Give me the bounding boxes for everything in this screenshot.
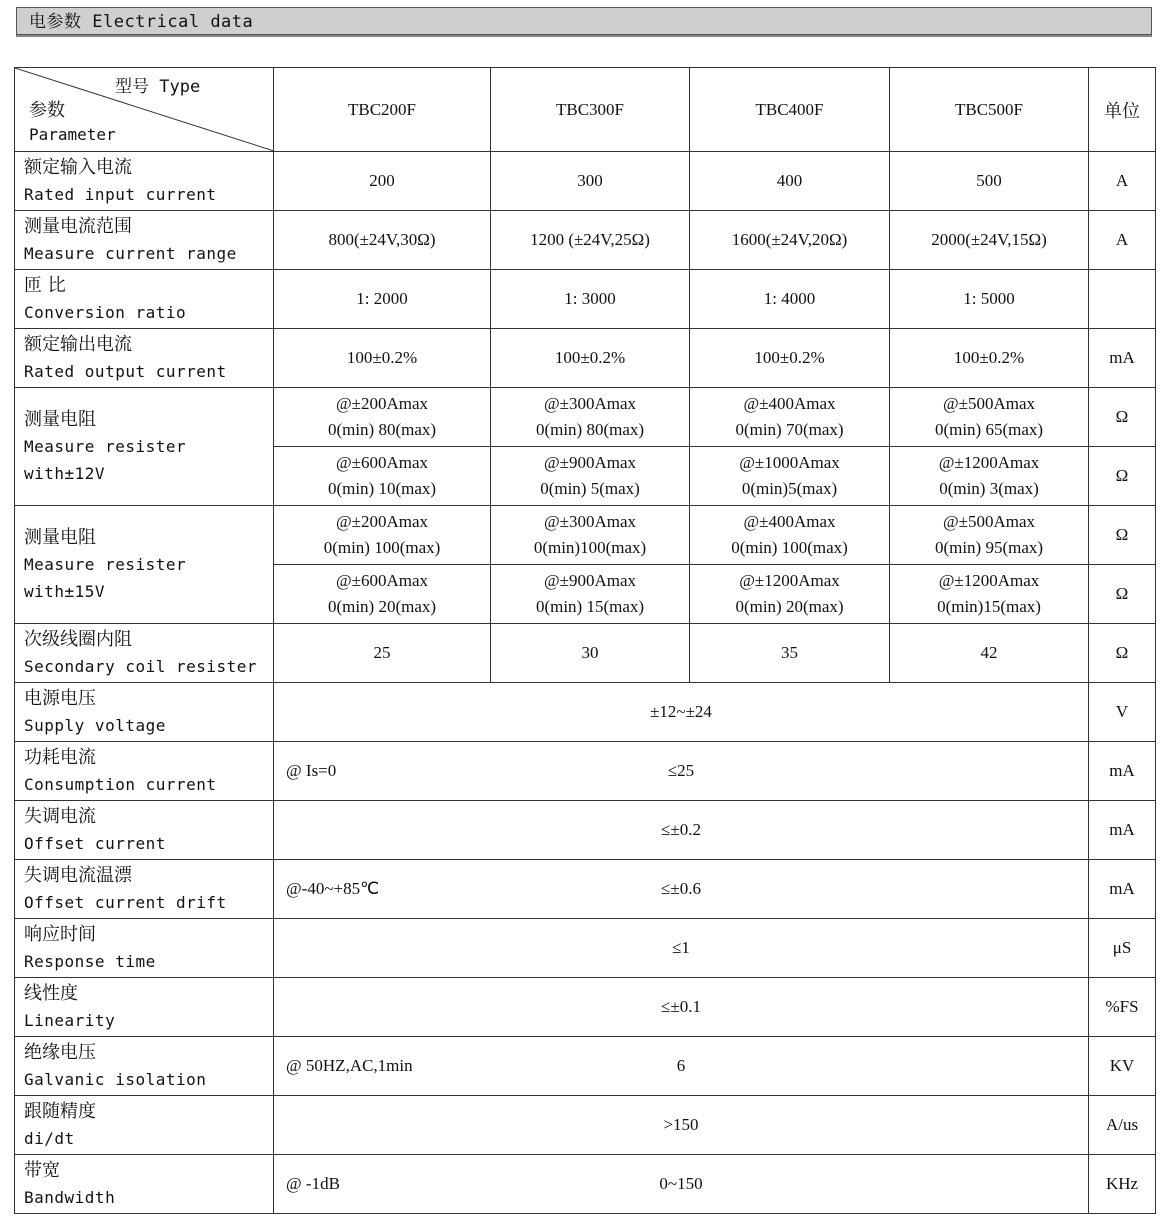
value-cell: 100±0.2%	[890, 329, 1089, 388]
param-cell	[15, 1155, 274, 1214]
unit-cell: A	[1089, 211, 1156, 270]
param-en: Bandwidth	[24, 1188, 116, 1207]
merged-value-cell	[274, 1037, 1089, 1096]
condition-text: @ 50HZ,AC,1min	[286, 1056, 413, 1075]
model-header: TBC500F	[890, 68, 1089, 152]
table-row	[15, 860, 1156, 919]
unit-cell: KV	[1089, 1037, 1156, 1096]
unit-cell: Ω	[1089, 388, 1156, 447]
merged-value-cell	[274, 860, 1089, 919]
table-row	[15, 1096, 1156, 1155]
value-cell: 2000(±24V,15Ω)	[890, 211, 1089, 270]
param-cn: 跟随精度	[24, 1101, 96, 1122]
param-cell	[15, 270, 274, 329]
merged-value-cell	[274, 1155, 1089, 1214]
unit-header: 单位	[1089, 68, 1156, 152]
table-row	[15, 329, 1156, 388]
value-cell: @±200Amax 0(min) 80(max)	[274, 388, 491, 447]
param-cell	[15, 683, 274, 742]
merged-value-cell	[274, 1096, 1089, 1155]
param-cell	[15, 1096, 274, 1155]
param-en: Rated input current	[24, 185, 217, 204]
value-cell: 1200 (±24V,25Ω)	[491, 211, 690, 270]
param-en: Secondary coil resister	[24, 657, 258, 676]
value-cell: @±1000Amax 0(min)5(max)	[690, 447, 890, 506]
param-en: Galvanic isolation	[24, 1070, 207, 1089]
param-cell	[15, 506, 274, 624]
unit-cell: Ω	[1089, 506, 1156, 565]
value-cell: @±1200Amax 0(min)15(max)	[890, 565, 1089, 624]
param-cn: 额定输出电流	[24, 334, 132, 355]
table-row	[15, 624, 1156, 683]
merged-value-cell	[274, 801, 1089, 860]
param-cn: 测量电阻	[24, 527, 96, 548]
param-cell	[15, 624, 274, 683]
value-text: 0~150	[659, 1174, 703, 1193]
table-row	[15, 388, 1156, 447]
table-row	[15, 919, 1156, 978]
value-cell: @±500Amax 0(min) 65(max)	[890, 388, 1089, 447]
unit-cell: mA	[1089, 860, 1156, 919]
section-title: 电参数 Electrical data	[16, 7, 1152, 35]
unit-cell: Ω	[1089, 565, 1156, 624]
value-text: >150	[663, 1115, 699, 1134]
merged-value-cell	[274, 742, 1089, 801]
param-en: Measure current range	[24, 244, 237, 263]
table-row	[15, 801, 1156, 860]
param-en: di/dt	[24, 1129, 75, 1148]
param-label-cn: 参数	[29, 100, 65, 121]
value-text: ≤±0.2	[661, 820, 701, 839]
param-cn: 功耗电流	[24, 747, 96, 768]
unit-cell: %FS	[1089, 978, 1156, 1037]
diagonal-header-cell	[15, 68, 274, 152]
param-en: Consumption current	[24, 775, 217, 794]
value-cell: 1600(±24V,20Ω)	[690, 211, 890, 270]
unit-cell: mA	[1089, 329, 1156, 388]
param-cell	[15, 388, 274, 506]
param-cell	[15, 152, 274, 211]
param-en-2: with±15V	[24, 582, 106, 601]
value-cell: @±300Amax 0(min) 80(max)	[491, 388, 690, 447]
type-label: 型号 Type	[115, 77, 201, 97]
value-cell: 100±0.2%	[274, 329, 491, 388]
param-en: Offset current	[24, 834, 166, 853]
table-row	[15, 270, 1156, 329]
value-cell: @±900Amax 0(min) 15(max)	[491, 565, 690, 624]
unit-cell: V	[1089, 683, 1156, 742]
value-cell: 30	[491, 624, 690, 683]
value-cell: 42	[890, 624, 1089, 683]
value-cell: @±900Amax 0(min) 5(max)	[491, 447, 690, 506]
value-text: ≤1	[672, 938, 690, 957]
param-cell	[15, 211, 274, 270]
value-cell: 1: 2000	[274, 270, 491, 329]
table-row	[15, 742, 1156, 801]
param-cn: 失调电流	[24, 806, 96, 827]
param-cn: 失调电流温漂	[24, 865, 132, 886]
table-row	[15, 506, 1156, 565]
merged-value-cell	[274, 683, 1089, 742]
value-cell: 300	[491, 152, 690, 211]
value-text: ≤±0.1	[661, 997, 701, 1016]
table-header-row	[15, 68, 1156, 152]
table-row	[15, 1037, 1156, 1096]
value-cell: @±400Amax 0(min) 70(max)	[690, 388, 890, 447]
value-cell: @±600Amax 0(min) 20(max)	[274, 565, 491, 624]
table-row	[15, 683, 1156, 742]
value-cell: @±1200Amax 0(min) 20(max)	[690, 565, 890, 624]
value-cell: 25	[274, 624, 491, 683]
unit-cell: mA	[1089, 801, 1156, 860]
value-cell: @±1200Amax 0(min) 3(max)	[890, 447, 1089, 506]
condition-text: @ Is=0	[286, 761, 337, 780]
value-cell: 1: 4000	[690, 270, 890, 329]
model-header: TBC300F	[491, 68, 690, 152]
unit-cell: μS	[1089, 919, 1156, 978]
value-cell: 35	[690, 624, 890, 683]
value-cell: @±400Amax 0(min) 100(max)	[690, 506, 890, 565]
model-header: TBC200F	[274, 68, 491, 152]
table-row	[15, 211, 1156, 270]
param-en: Rated output current	[24, 362, 227, 381]
unit-cell: A/us	[1089, 1096, 1156, 1155]
param-en: Offset current drift	[24, 893, 227, 912]
unit-cell: KHz	[1089, 1155, 1156, 1214]
param-en: Linearity	[24, 1011, 116, 1030]
value-cell: 100±0.2%	[690, 329, 890, 388]
condition-text: @ -1dB	[286, 1174, 340, 1193]
param-cn: 绝缘电压	[24, 1042, 96, 1063]
table-row	[15, 1155, 1156, 1214]
param-cn: 额定输入电流	[24, 157, 132, 178]
param-en: Conversion ratio	[24, 303, 187, 322]
param-cn: 线性度	[24, 983, 78, 1004]
value-cell: @±500Amax 0(min) 95(max)	[890, 506, 1089, 565]
param-cn: 匝 比	[24, 275, 66, 296]
param-en: Measure resister	[24, 555, 187, 574]
electrical-data-table	[14, 67, 1156, 1214]
value-cell: @±200Amax 0(min) 100(max)	[274, 506, 491, 565]
param-en: Supply voltage	[24, 716, 166, 735]
param-cell	[15, 978, 274, 1037]
unit-cell: Ω	[1089, 447, 1156, 506]
value-text: ±12~±24	[650, 702, 712, 721]
unit-cell: mA	[1089, 742, 1156, 801]
value-text: ≤25	[667, 761, 695, 780]
value-cell: 200	[274, 152, 491, 211]
unit-cell	[1089, 270, 1156, 329]
param-cell	[15, 919, 274, 978]
unit-cell: Ω	[1089, 624, 1156, 683]
value-text: ≤±0.6	[661, 879, 701, 898]
param-en: Measure resister	[24, 437, 187, 456]
value-cell: 100±0.2%	[491, 329, 690, 388]
param-cell	[15, 742, 274, 801]
param-cell	[15, 860, 274, 919]
value-cell: 800(±24V,30Ω)	[274, 211, 491, 270]
param-cn: 电源电压	[24, 688, 96, 709]
value-cell: @±300Amax 0(min)100(max)	[491, 506, 690, 565]
condition-text: @-40~+85℃	[286, 879, 380, 898]
model-header: TBC400F	[690, 68, 890, 152]
param-cell	[15, 1037, 274, 1096]
param-en: Response time	[24, 952, 156, 971]
param-cell	[15, 329, 274, 388]
table-row	[15, 152, 1156, 211]
param-cn: 测量电阻	[24, 409, 96, 430]
param-cn: 响应时间	[24, 924, 96, 945]
value-cell: 400	[690, 152, 890, 211]
value-cell: 1: 3000	[491, 270, 690, 329]
merged-value-cell	[274, 978, 1089, 1037]
param-en-2: with±12V	[24, 464, 106, 483]
value-cell: 500	[890, 152, 1089, 211]
table-row	[15, 978, 1156, 1037]
param-cn: 带宽	[24, 1160, 60, 1181]
value-text: 6	[676, 1056, 686, 1075]
value-cell: 1: 5000	[890, 270, 1089, 329]
param-cn: 测量电流范围	[24, 216, 132, 237]
param-cell	[15, 801, 274, 860]
value-cell: @±600Amax 0(min) 10(max)	[274, 447, 491, 506]
merged-value-cell	[274, 919, 1089, 978]
unit-cell: A	[1089, 152, 1156, 211]
param-label-en: Parameter	[29, 125, 116, 144]
param-cn: 次级线圈内阻	[24, 629, 132, 650]
